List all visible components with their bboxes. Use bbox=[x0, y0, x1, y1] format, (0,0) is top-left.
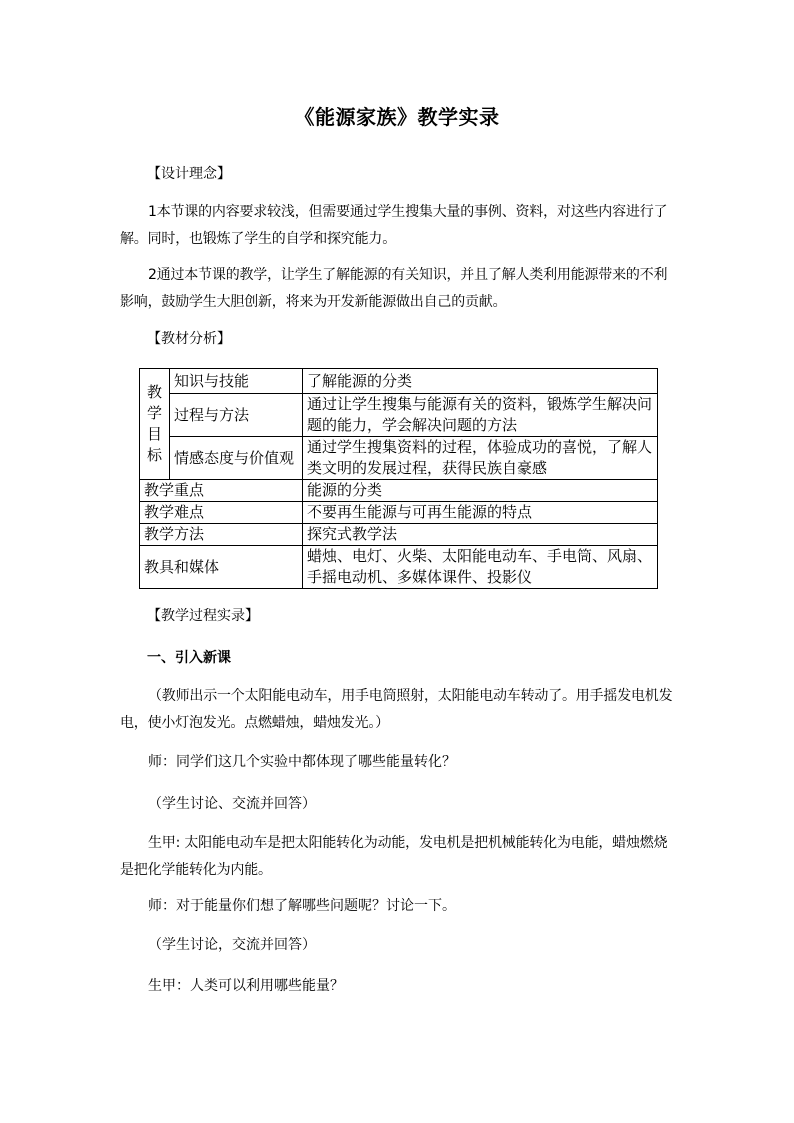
section-heading-analysis: 【教材分析】 bbox=[147, 331, 231, 347]
table-value-cell: 能源的分类 bbox=[303, 480, 658, 502]
table-value-cell: 探究式教学法 bbox=[303, 524, 658, 546]
table-row bbox=[140, 394, 658, 437]
table-row bbox=[140, 369, 658, 394]
goal-char: 教 bbox=[146, 383, 162, 401]
table-row bbox=[140, 524, 658, 546]
subheading-intro: 一、引入新课 bbox=[147, 650, 231, 666]
document-title: 《能源家族》教学实录 bbox=[294, 105, 500, 129]
goal-header-cell bbox=[140, 369, 170, 480]
design-paragraph-2: 2通过本节课的教学，让学生了解能源的有关知识，并且了解人类利用能源带来的不利影响，鼓励学生大胆创新，将来为开发新能源做出自己的贡献。 bbox=[120, 267, 668, 310]
table-value-cell: 通过让学生搜集与能源有关的资料，锻炼学生解决问题的能力，学会解决问题的方法 bbox=[303, 394, 658, 437]
goal-char: 学 bbox=[146, 404, 162, 422]
section-heading-process: 【教学过程实录】 bbox=[147, 608, 259, 624]
table-label-cell: 知识与技能 bbox=[170, 369, 303, 394]
teacher-line-1: 师：同学们这几个实验中都体现了哪些能量转化？ bbox=[148, 754, 456, 770]
table-row bbox=[140, 546, 658, 589]
design-paragraph-1: 1本节课的内容要求较浅，但需要通过学生搜集大量的事例、资料，对这些内容进行了解。同时，也锻炼了学生的自学和探究能力。 bbox=[120, 204, 668, 247]
section-heading-design: 【设计理念】 bbox=[147, 166, 231, 182]
student-answer-paragraph: 生甲: 太阳能电动车是把太阳能转化为动能，发电机是把机械能转化为电能，蜡烛燃烧是把化学能转化为内能。 bbox=[120, 835, 668, 878]
table-row bbox=[140, 480, 658, 502]
goal-char: 标 bbox=[146, 446, 162, 464]
table-label-cell: 教具和媒体 bbox=[140, 546, 303, 589]
table-label-cell: 过程与方法 bbox=[170, 394, 303, 437]
process-demo-paragraph: （教师出示一个太阳能电动车，用手电筒照射，太阳能电动车转动了。用手摇发电机发电，使小灯泡发光。点燃蜡烛，蜡烛发光。） bbox=[120, 688, 673, 731]
table-value-cell: 蜡烛、电灯、火柴、太阳能电动车、手电筒、风扇、手摇电动机、多媒体课件、投影仪 bbox=[303, 546, 658, 589]
goal-char: 目 bbox=[146, 425, 162, 443]
table-value-cell: 了解能源的分类 bbox=[303, 369, 658, 394]
discussion-line-2: （学生讨论，交流并回答） bbox=[148, 937, 316, 953]
table-label-cell: 教学方法 bbox=[140, 524, 303, 546]
table-label-cell: 教学难点 bbox=[140, 502, 303, 524]
analysis-table bbox=[139, 368, 658, 589]
teacher-line-2: 师：对于能量你们想了解哪些问题呢？讨论一下。 bbox=[148, 898, 456, 914]
student-line-2: 生甲：人类可以利用哪些能量？ bbox=[148, 978, 344, 994]
table-row bbox=[140, 502, 658, 524]
table-label-cell: 情感态度与价值观 bbox=[170, 437, 303, 480]
table-value-cell: 不要再生能源与可再生能源的特点 bbox=[303, 502, 658, 524]
table-label-cell: 教学重点 bbox=[140, 480, 303, 502]
discussion-line-1: （学生讨论、交流并回答） bbox=[148, 796, 316, 812]
table-value-cell: 通过学生搜集资料的过程，体验成功的喜悦，了解人类文明的发展过程，获得民族自豪感 bbox=[303, 437, 658, 480]
table-row bbox=[140, 437, 658, 480]
